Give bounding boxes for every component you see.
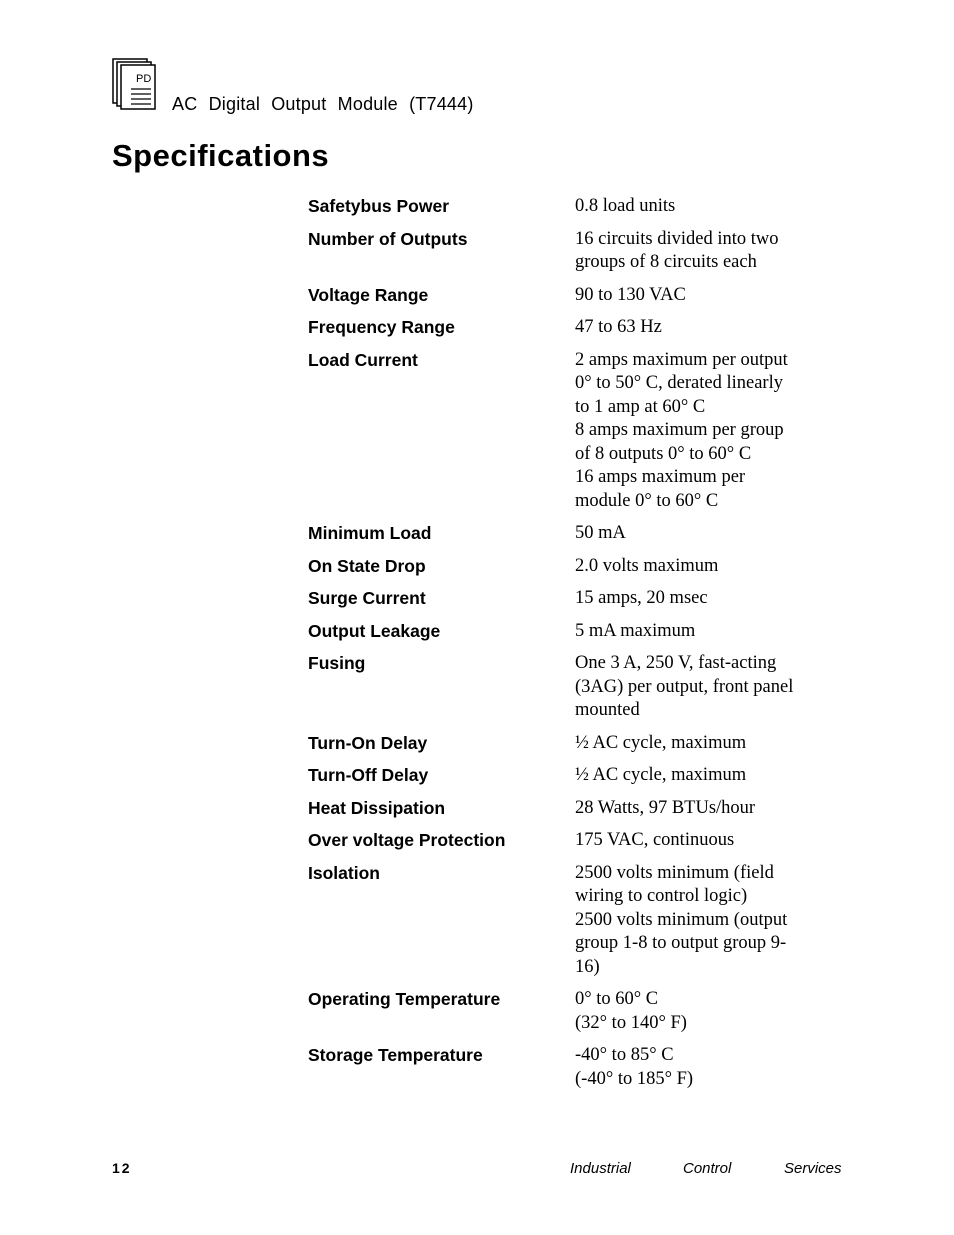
spec-value: 90 to 130 VAC <box>575 284 686 305</box>
page-number: 12 <box>112 1160 132 1176</box>
spec-label: Output Leakage <box>308 620 441 641</box>
spec-row <box>308 620 848 644</box>
spec-row <box>308 988 848 1035</box>
spec-label: Surge Current <box>308 588 426 608</box>
spec-value: ½ AC cycle, maximum <box>575 765 747 785</box>
spec-label: Operating Temperature <box>308 989 501 1009</box>
spec-value: 0.8 load units <box>575 196 676 216</box>
spec-label: Number of Outputs <box>308 228 468 249</box>
spec-label: Safetybus Power <box>308 196 450 216</box>
spec-value: -40° to 85° C (-40° to 185° F) <box>575 1045 694 1089</box>
spec-label: Heat Dissipation <box>308 797 446 818</box>
page-title: Specifications <box>112 138 330 173</box>
specifications-table <box>308 195 848 1100</box>
spec-value: 0° to 60° C (32° to 140° F) <box>575 989 687 1033</box>
spec-row <box>308 797 848 821</box>
spec-label: Over voltage Protection <box>308 830 506 850</box>
spec-value: 2.0 volts maximum <box>575 555 719 576</box>
spec-value: 5 mA maximum <box>575 620 696 641</box>
spec-label: Voltage Range <box>308 284 429 305</box>
spec-value: 175 VAC, continuous <box>575 830 735 850</box>
spec-label: Fusing <box>308 653 366 673</box>
spec-row <box>308 349 848 514</box>
document-stack-icon <box>112 58 156 110</box>
spec-value: 2 amps maximum per output 0° to 50° C, derated linearly to 1 amp at 60° C 8 amps maximum per group of 8 outputs 0° to 60° C 16 amps maximum per module 0° to 60° C <box>575 349 788 511</box>
spec-value: ½ AC cycle, maximum <box>575 732 747 753</box>
logo-text: PD <box>136 73 152 85</box>
footer-word-industrial: Industrial <box>570 1160 631 1177</box>
spec-row <box>308 522 848 546</box>
spec-value: 16 circuits divided into two groups of 8 circuits each <box>575 228 779 272</box>
spec-row <box>308 862 848 980</box>
spec-value: 28 Watts, 97 BTUs/hour <box>575 797 756 818</box>
spec-row <box>308 228 848 275</box>
spec-value: 47 to 63 Hz <box>575 317 662 337</box>
spec-row <box>308 829 848 853</box>
spec-value: 50 mA <box>575 523 626 543</box>
spec-row <box>308 195 848 219</box>
spec-row <box>308 555 848 579</box>
spec-row <box>308 652 848 723</box>
spec-label: Frequency Range <box>308 317 455 337</box>
spec-row <box>308 587 848 611</box>
spec-label: Turn-On Delay <box>308 732 428 753</box>
spec-label: On State Drop <box>308 555 426 576</box>
spec-row <box>308 316 848 340</box>
spec-label: Turn-Off Delay <box>308 765 429 785</box>
spec-value: One 3 A, 250 V, fast-acting (3AG) per output, front panel mounted <box>575 653 794 720</box>
spec-row <box>308 1044 848 1091</box>
spec-value: 2500 volts minimum (field wiring to control logic) 2500 volts minimum (output group 1-8 to output group 9- 16) <box>575 862 788 977</box>
spec-row <box>308 732 848 756</box>
footer-word-services: Services <box>784 1160 842 1177</box>
running-header: AC Digital Output Module (T7444) <box>172 94 474 114</box>
spec-label: Storage Temperature <box>308 1045 483 1065</box>
spec-value: 15 amps, 20 msec <box>575 588 708 608</box>
spec-label: Minimum Load <box>308 523 432 543</box>
spec-row <box>308 284 848 308</box>
spec-label: Isolation <box>308 862 380 883</box>
spec-row <box>308 764 848 788</box>
spec-label: Load Current <box>308 349 418 370</box>
footer-word-control: Control <box>683 1160 732 1177</box>
